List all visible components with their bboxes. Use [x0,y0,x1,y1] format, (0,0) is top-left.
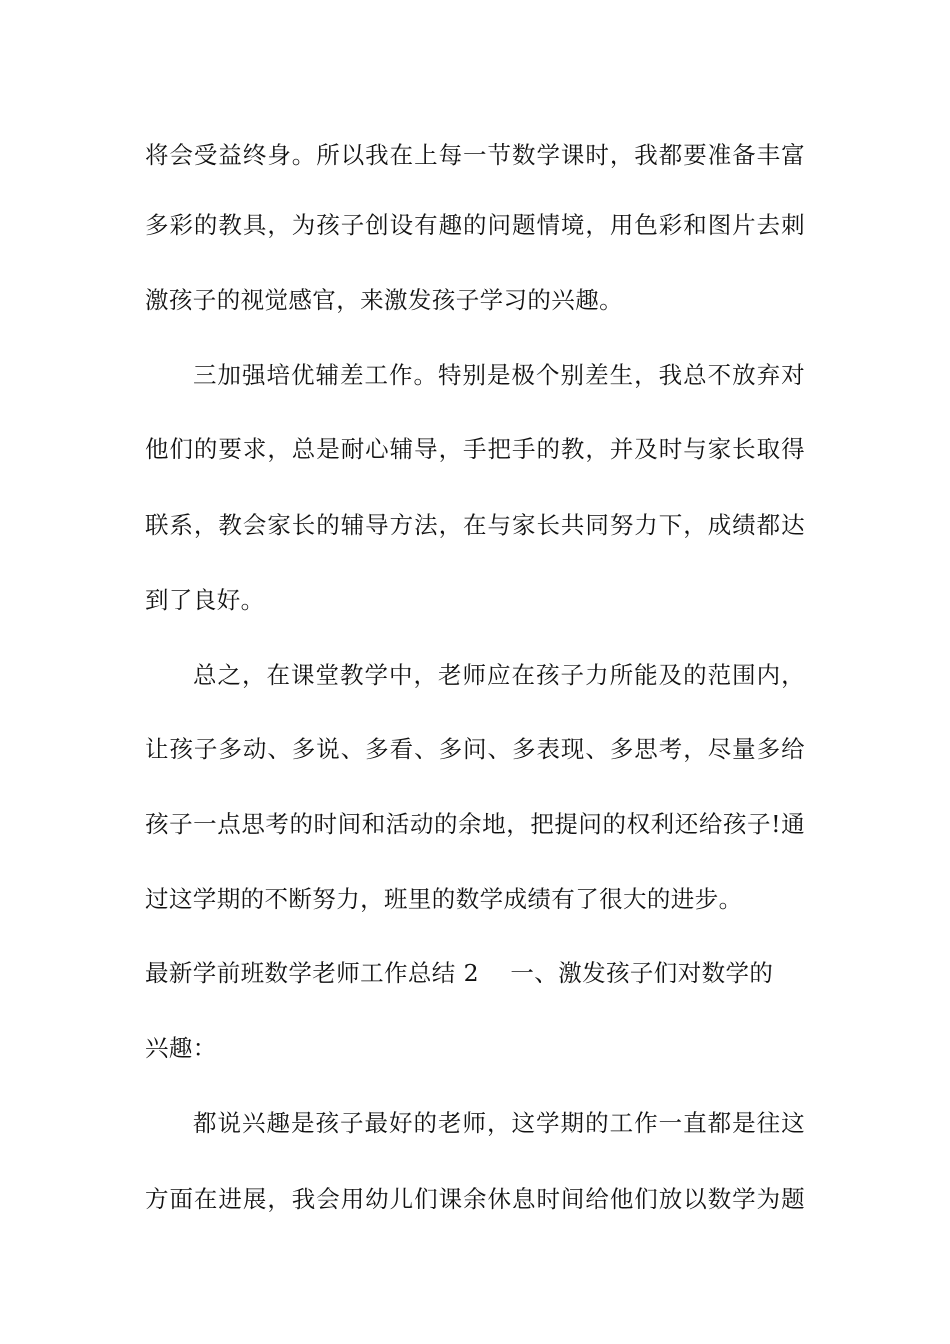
paragraph-line: 过这学期的不断努力，班里的数学成绩有了很大的进步。 [145,885,743,913]
paragraph-line: 联系，教会家长的辅导方法，在与家长共同努力下，成绩都达 [145,511,805,539]
paragraph-line: 总之，在课堂教学中，老师应在孩子力所能及的范围内， [193,661,805,689]
section-heading-line: 最新学前班数学老师工作总结 2 一、激发孩子们对数学的 [145,959,774,987]
paragraph-line: 他们的要求，总是耐心辅导，手把手的教，并及时与家长取得 [145,435,805,463]
paragraph-line: 到了良好。 [145,586,265,614]
paragraph-line: 多彩的教具，为孩子创设有趣的问题情境，用色彩和图片去刺 [145,211,805,239]
paragraph-line: 孩子一点思考的时间和活动的余地，把提问的权利还给孩子!通 [145,810,805,838]
paragraph-line: 让孩子多动、多说、多看、多问、多表现、多思考，尽量多给 [145,735,805,763]
paragraph-line: 都说兴趣是孩子最好的老师，这学期的工作一直都是往这 [193,1109,805,1137]
paragraph-line: 方面在进展，我会用幼儿们课余休息时间给他们放以数学为题 [145,1185,805,1213]
paragraph-line: 兴趣： [145,1034,217,1062]
paragraph-line: 激孩子的视觉感官，来激发孩子学习的兴趣。 [145,286,623,314]
paragraph-line: 将会受益终身。所以我在上每一节数学课时，我都要准备丰富 [145,141,805,169]
paragraph-line: 三加强培优辅差工作。特别是极个别差生，我总不放弃对 [193,361,805,389]
